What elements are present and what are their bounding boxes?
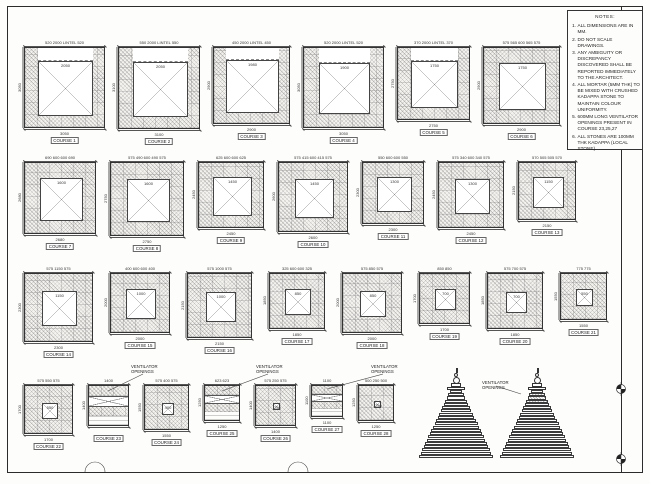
- finial-right: [535, 373, 539, 377]
- top-dimension: 625 600 600 625: [198, 155, 264, 162]
- left-dimension: 1850: [262, 273, 269, 329]
- finial-left: [447, 387, 465, 390]
- bottom-dimension: 3050: [24, 129, 105, 136]
- central-opening: [360, 291, 386, 317]
- note-item: [570, 37, 640, 49]
- bottom-dimension: 2750: [397, 121, 470, 128]
- left-dimension: 2900: [476, 47, 483, 124]
- central-opening: [273, 403, 280, 410]
- left-dimension: 3050: [17, 47, 24, 128]
- inner-dimension: 1980: [248, 61, 257, 67]
- central-opening: [499, 63, 546, 110]
- course-wall-plan: [198, 162, 264, 228]
- central-opening: [319, 63, 370, 114]
- bottom-dimension: 1850: [269, 330, 325, 337]
- course-label: COURSE 8: [133, 245, 161, 252]
- bottom-dimension: 2300: [362, 225, 424, 232]
- bottom-dimension: 1550: [144, 431, 189, 438]
- left-dimension: 1250: [197, 385, 204, 421]
- central-opening: [126, 289, 156, 319]
- bottom-dimension: 1550: [560, 321, 607, 328]
- note-text: ANY AMBIGUITY OR DISCREPANCY DISCOVERED SHALL BE REPORTED IMMEDIATELY TO THE ARCHITECT.: [577, 50, 636, 80]
- central-opening: [133, 62, 188, 117]
- central-opening: [162, 403, 174, 415]
- left-dimension: 2150: [180, 273, 187, 338]
- course-wall-plan: [269, 273, 325, 329]
- top-dimension: 690 600 600 690: [24, 155, 96, 162]
- inner-dimension: 1900: [340, 64, 349, 70]
- entrance-opening: [133, 48, 188, 62]
- entrance-opening: [411, 48, 458, 61]
- bottom-dimension: 1850: [487, 330, 543, 337]
- course-wall-plan: [144, 385, 189, 430]
- course-wall-plan: [342, 273, 402, 333]
- top-dimension: 575 850 575: [342, 266, 402, 273]
- entrance-opening: [38, 48, 93, 61]
- note-number: 6.: [572, 133, 576, 139]
- entrance-opening: [319, 48, 370, 63]
- course-label: COURSE 2: [145, 138, 173, 145]
- course-wall-plan: [24, 273, 93, 342]
- ventilator-openings-label: VENTILATOR OPENINGS: [256, 364, 283, 375]
- note-text: ALL STONES ARE 100MM THK KADAPPA (LOCAL STONE).: [577, 133, 634, 152]
- left-dimension: 2300: [355, 162, 362, 224]
- central-opening: [377, 177, 412, 212]
- course-plan-25: [194, 378, 250, 442]
- note-item: [570, 134, 640, 153]
- course-plan-12: [428, 155, 514, 249]
- course-wall-plan: [88, 385, 129, 426]
- central-opening: [295, 179, 334, 218]
- top-dimension: 575 1150 575: [24, 266, 93, 273]
- central-opening: [411, 61, 458, 108]
- bottom-dimension: 2450: [438, 229, 504, 236]
- inner-dimension: 700: [513, 293, 520, 299]
- ventilator-band: [89, 396, 128, 407]
- bottom-dimension: 1250: [358, 422, 394, 429]
- course-plan-11: [352, 155, 434, 245]
- course-plan-6: [473, 40, 570, 145]
- inner-dimension: 700: [442, 290, 449, 296]
- inner-dimension: 2050: [61, 62, 70, 68]
- entrance-opening: [226, 48, 279, 60]
- top-dimension: 370 2000 LINTEL 370: [397, 40, 470, 47]
- stone-band: [312, 386, 342, 394]
- central-opening: [576, 289, 593, 306]
- course-label: COURSE 24: [151, 439, 182, 446]
- course-plan-18: [332, 266, 412, 354]
- top-dimension: 325 600 600 325: [269, 266, 325, 273]
- course-label: COURSE 17: [282, 338, 313, 345]
- course-plan-27: [301, 378, 353, 438]
- inner-dimension: 1600: [144, 180, 153, 186]
- course-label: COURSE 18: [357, 342, 388, 349]
- course-label: COURSE 5: [419, 129, 447, 136]
- note-number: 3.: [572, 50, 576, 56]
- bottom-dimension: 3100: [118, 130, 200, 137]
- top-dimension: 570 505 505 570: [518, 155, 576, 162]
- top-dimension: 575 400 575: [144, 378, 189, 385]
- course-wall-plan: [213, 47, 290, 124]
- bottom-dimension: 2900: [483, 125, 560, 132]
- finial-right: [528, 387, 546, 390]
- left-dimension: 1400: [81, 385, 88, 426]
- top-dimension: 400 600 600 400: [110, 266, 170, 273]
- central-opening: [42, 403, 58, 419]
- elevation-course-bar: [500, 455, 574, 458]
- stone-band: [205, 404, 239, 411]
- inner-dimension: 850: [294, 290, 302, 296]
- top-dimension: 520 2000 LINTEL 520: [303, 40, 384, 47]
- course-wall-plan: [419, 273, 470, 324]
- bottom-dimension: 2000: [342, 334, 402, 341]
- top-dimension: 575 700 575: [487, 266, 543, 273]
- note-number: 1.: [572, 23, 576, 29]
- inner-dimension: 1000: [136, 290, 146, 296]
- inner-dimension: 1300: [468, 180, 477, 186]
- note-item: [570, 50, 640, 81]
- course-wall-plan: [110, 162, 184, 236]
- course-wall-plan: [24, 385, 73, 434]
- bottom-dimension: 2900: [213, 125, 290, 132]
- top-dimension: 775 775: [560, 266, 607, 273]
- course-label: COURSE 9: [217, 237, 245, 244]
- finial-left: [456, 368, 458, 373]
- course-label: COURSE 27: [312, 426, 343, 433]
- top-dimension: 575 550 575: [24, 378, 73, 385]
- finial-left: [453, 377, 460, 384]
- course-plan-2: [108, 40, 210, 150]
- top-dimension: 450 2000 LINTEL 450: [213, 40, 290, 47]
- central-opening: [226, 60, 279, 113]
- course-label: COURSE 19: [429, 333, 460, 340]
- top-dimension: 575 340 600 340 575: [438, 155, 504, 162]
- course-label: COURSE 25: [207, 430, 238, 437]
- left-dimension: 1550: [137, 385, 144, 430]
- course-plan-17: [259, 266, 335, 350]
- course-plan-9: [188, 155, 274, 249]
- notes-list: [570, 23, 640, 152]
- course-wall-plan: [110, 273, 170, 333]
- left-dimension: 2750: [390, 47, 397, 120]
- central-opening: [455, 179, 490, 214]
- inner-dimension: 2050: [156, 63, 165, 69]
- course-wall-plan: [24, 162, 96, 234]
- inner-dimension: 1750: [518, 64, 527, 70]
- central-opening: [40, 178, 83, 221]
- inner-dimension: 400: [164, 404, 172, 410]
- bottom-dimension: [88, 427, 129, 429]
- bottom-dimension: 2150: [187, 339, 252, 346]
- bottom-dimension: 1100: [311, 418, 343, 425]
- note-number: 2.: [572, 36, 576, 42]
- course-plan-4: [293, 40, 394, 149]
- course-plan-23: [78, 378, 139, 447]
- inner-dimension: 1750: [430, 62, 439, 68]
- bottom-dimension: 2300: [24, 343, 93, 350]
- top-dimension: 575 250 575: [255, 378, 296, 385]
- stone-band: [89, 386, 128, 396]
- course-wall-plan: [24, 47, 105, 128]
- course-label: COURSE 22: [33, 443, 64, 450]
- left-dimension: 1700: [412, 273, 419, 324]
- notes-title: NOTES:: [595, 14, 615, 19]
- course-wall-plan: [278, 162, 348, 232]
- course-plan-3: [203, 40, 300, 145]
- left-dimension: 2300: [17, 273, 24, 342]
- finial-left: [454, 373, 458, 377]
- central-opening: [213, 177, 252, 216]
- ventilator-openings-label: VENTILATOR OPENINGS: [131, 364, 158, 375]
- course-wall-plan: [204, 385, 240, 421]
- course-wall-plan: [303, 47, 384, 128]
- inner-dimension: 250: [375, 402, 382, 408]
- left-dimension: 2600: [271, 162, 278, 232]
- left-dimension: 2450: [191, 162, 198, 228]
- top-dimension: 550 600 600 550: [362, 155, 424, 162]
- elevation-course-bar: [419, 455, 493, 458]
- course-plan-20: [477, 266, 553, 350]
- course-label: COURSE 26: [260, 435, 291, 442]
- course-wall-plan: [255, 385, 296, 426]
- course-label: COURSE 15: [125, 342, 156, 349]
- course-wall-plan: [483, 47, 560, 124]
- bottom-dimension: 2150: [518, 221, 576, 228]
- course-plan-1: [14, 40, 115, 149]
- course-wall-plan: [362, 162, 424, 224]
- course-label: COURSE 4: [329, 137, 357, 144]
- course-label: COURSE 28: [361, 430, 392, 437]
- central-opening: [533, 177, 564, 208]
- course-wall-plan: [358, 385, 394, 421]
- course-wall-plan: [487, 273, 543, 329]
- stone-band: [205, 412, 239, 420]
- left-dimension: 1550: [553, 273, 560, 320]
- course-plan-28: [348, 378, 404, 442]
- inner-dimension: 1600: [57, 179, 66, 185]
- central-opening: [285, 289, 311, 315]
- course-plan-13: [508, 155, 586, 241]
- course-label: COURSE 16: [204, 347, 235, 354]
- bottom-dimension: 2750: [110, 237, 184, 244]
- course-plan-26: [245, 378, 306, 447]
- ventilator-band: [205, 395, 239, 405]
- course-plan-7: [14, 155, 106, 255]
- top-dimension: 1100: [311, 378, 343, 385]
- left-dimension: 1100: [304, 385, 311, 417]
- bottom-dimension: 3050: [303, 129, 384, 136]
- note-item: [570, 23, 640, 35]
- note-text: 600MM LONG VENTILATOR OPENINGS PRESENT IN COURSE 23,25,27: [577, 114, 639, 132]
- course-wall-plan: [518, 162, 576, 220]
- course-label: COURSE 3: [237, 133, 265, 140]
- stone-band: [205, 386, 239, 395]
- bottom-dimension: 2600: [278, 233, 348, 240]
- course-label: COURSE 14: [43, 351, 74, 358]
- course-label: COURSE 13: [532, 229, 563, 236]
- inner-dimension: 1000: [216, 293, 226, 299]
- note-text: ALL MORTAR (5MM THK) TO BE MIXED WITH CRUSHED KADAPPA STONE TO MAINTAIN COLOUR UNIFORMITY.: [577, 82, 640, 112]
- left-dimension: 1400: [248, 385, 255, 426]
- top-dimension: 575 490 600 490 575: [110, 155, 184, 162]
- ventilator-band: [312, 394, 342, 402]
- inner-dimension: 250: [274, 404, 281, 410]
- inner-dimension: 550: [46, 404, 54, 410]
- course-label: COURSE 1: [50, 137, 78, 144]
- top-dimension: 575 1000 575: [187, 266, 252, 273]
- course-plan-22: [14, 378, 83, 455]
- course-label: COURSE 12: [456, 237, 487, 244]
- inner-dimension: 1450: [310, 180, 319, 186]
- left-dimension: 3050: [296, 47, 303, 128]
- course-wall-plan: [187, 273, 252, 338]
- inner-dimension: 1150: [544, 178, 553, 184]
- bottom-dimension: 1250: [204, 422, 240, 429]
- stone-band: [312, 402, 342, 409]
- course-label: COURSE 21: [568, 329, 599, 336]
- inner-dimension: 550: [581, 290, 588, 296]
- course-wall-plan: [560, 273, 607, 320]
- course-label: COURSE 23: [93, 435, 124, 442]
- central-opening: [374, 401, 381, 408]
- ventilator-openings-label: VENTILATOR OPENINGS: [482, 380, 509, 391]
- ventilator-openings-label: VENTILATOR OPENINGS: [371, 364, 398, 375]
- course-label: COURSE 10: [298, 241, 329, 248]
- top-dimension: 575 565 600 565 575: [483, 40, 560, 47]
- top-dimension: 550 2000 LINTEL 550: [118, 40, 200, 47]
- finial-right: [534, 377, 541, 384]
- finial-left: [451, 383, 461, 386]
- left-dimension: 2680: [17, 162, 24, 234]
- finial-right: [532, 383, 542, 386]
- left-dimension: 2000: [103, 273, 110, 333]
- course-wall-plan: [118, 47, 200, 129]
- central-opening: [42, 291, 77, 326]
- course-wall-plan: [311, 385, 343, 417]
- bottom-dimension: 1700: [24, 435, 73, 442]
- course-plan-10: [268, 155, 358, 253]
- top-dimension: 500 250 500: [358, 378, 394, 385]
- left-dimension: 3100: [111, 47, 118, 129]
- stone-band: [312, 409, 342, 416]
- finial-right: [537, 368, 539, 373]
- course-label: COURSE 11: [378, 233, 409, 240]
- course-plan-21: [550, 266, 617, 341]
- top-dimension: 850 850: [419, 266, 470, 273]
- course-label: COURSE 6: [507, 133, 535, 140]
- left-dimension: 1850: [480, 273, 487, 329]
- central-opening: [38, 61, 93, 116]
- top-dimension: 575 415 600 415 575: [278, 155, 348, 162]
- left-dimension: 1700: [17, 385, 24, 434]
- course-wall-plan: [438, 162, 504, 228]
- course-label: COURSE 7: [46, 243, 74, 250]
- inner-dimension: 1450: [228, 178, 237, 184]
- course-plan-8: [100, 155, 194, 257]
- inner-dimension: 1300: [390, 178, 399, 184]
- bottom-dimension: 1700: [419, 325, 470, 332]
- course-plan-24: [134, 378, 199, 451]
- central-opening: [206, 292, 236, 322]
- bottom-dimension: 1400: [255, 427, 296, 434]
- central-opening: [506, 292, 527, 313]
- top-dimension: 520 2000 LINTEL 520: [24, 40, 105, 47]
- left-dimension: 2900: [206, 47, 213, 124]
- bottom-dimension: 2000: [110, 334, 170, 341]
- bottom-dimension: 2680: [24, 235, 96, 242]
- course-plan-5: [387, 40, 480, 141]
- top-dimension: 623 623: [204, 378, 240, 385]
- note-text: DO NOT SCALE DRAWINGS.: [577, 36, 613, 48]
- left-dimension: 1250: [351, 385, 358, 421]
- note-text: ALL DIMENSIONS ARE IN MM.: [577, 23, 634, 35]
- course-label: COURSE 20: [500, 338, 531, 345]
- left-dimension: 2450: [431, 162, 438, 228]
- left-dimension: 2150: [511, 162, 518, 220]
- course-wall-plan: [397, 47, 470, 120]
- bottom-dimension: 2450: [198, 229, 264, 236]
- course-plan-15: [100, 266, 180, 354]
- stone-band: [89, 407, 128, 416]
- stone-band: [89, 416, 128, 425]
- course-plan-19: [409, 266, 480, 345]
- course-plan-14: [14, 266, 103, 363]
- central-opening: [127, 179, 170, 222]
- inner-dimension: 1150: [55, 292, 64, 298]
- note-item: [570, 114, 640, 133]
- central-opening: [435, 289, 456, 310]
- top-dimension: 1400: [88, 378, 129, 385]
- course-plan-16: [177, 266, 262, 359]
- note-item: [570, 82, 640, 113]
- notes-panel: [567, 10, 643, 150]
- inner-dimension: 850: [369, 292, 377, 298]
- left-dimension: 2000: [335, 273, 342, 333]
- note-number: 4.: [572, 82, 576, 88]
- note-number: 5.: [572, 114, 576, 120]
- left-dimension: 2750: [103, 162, 110, 236]
